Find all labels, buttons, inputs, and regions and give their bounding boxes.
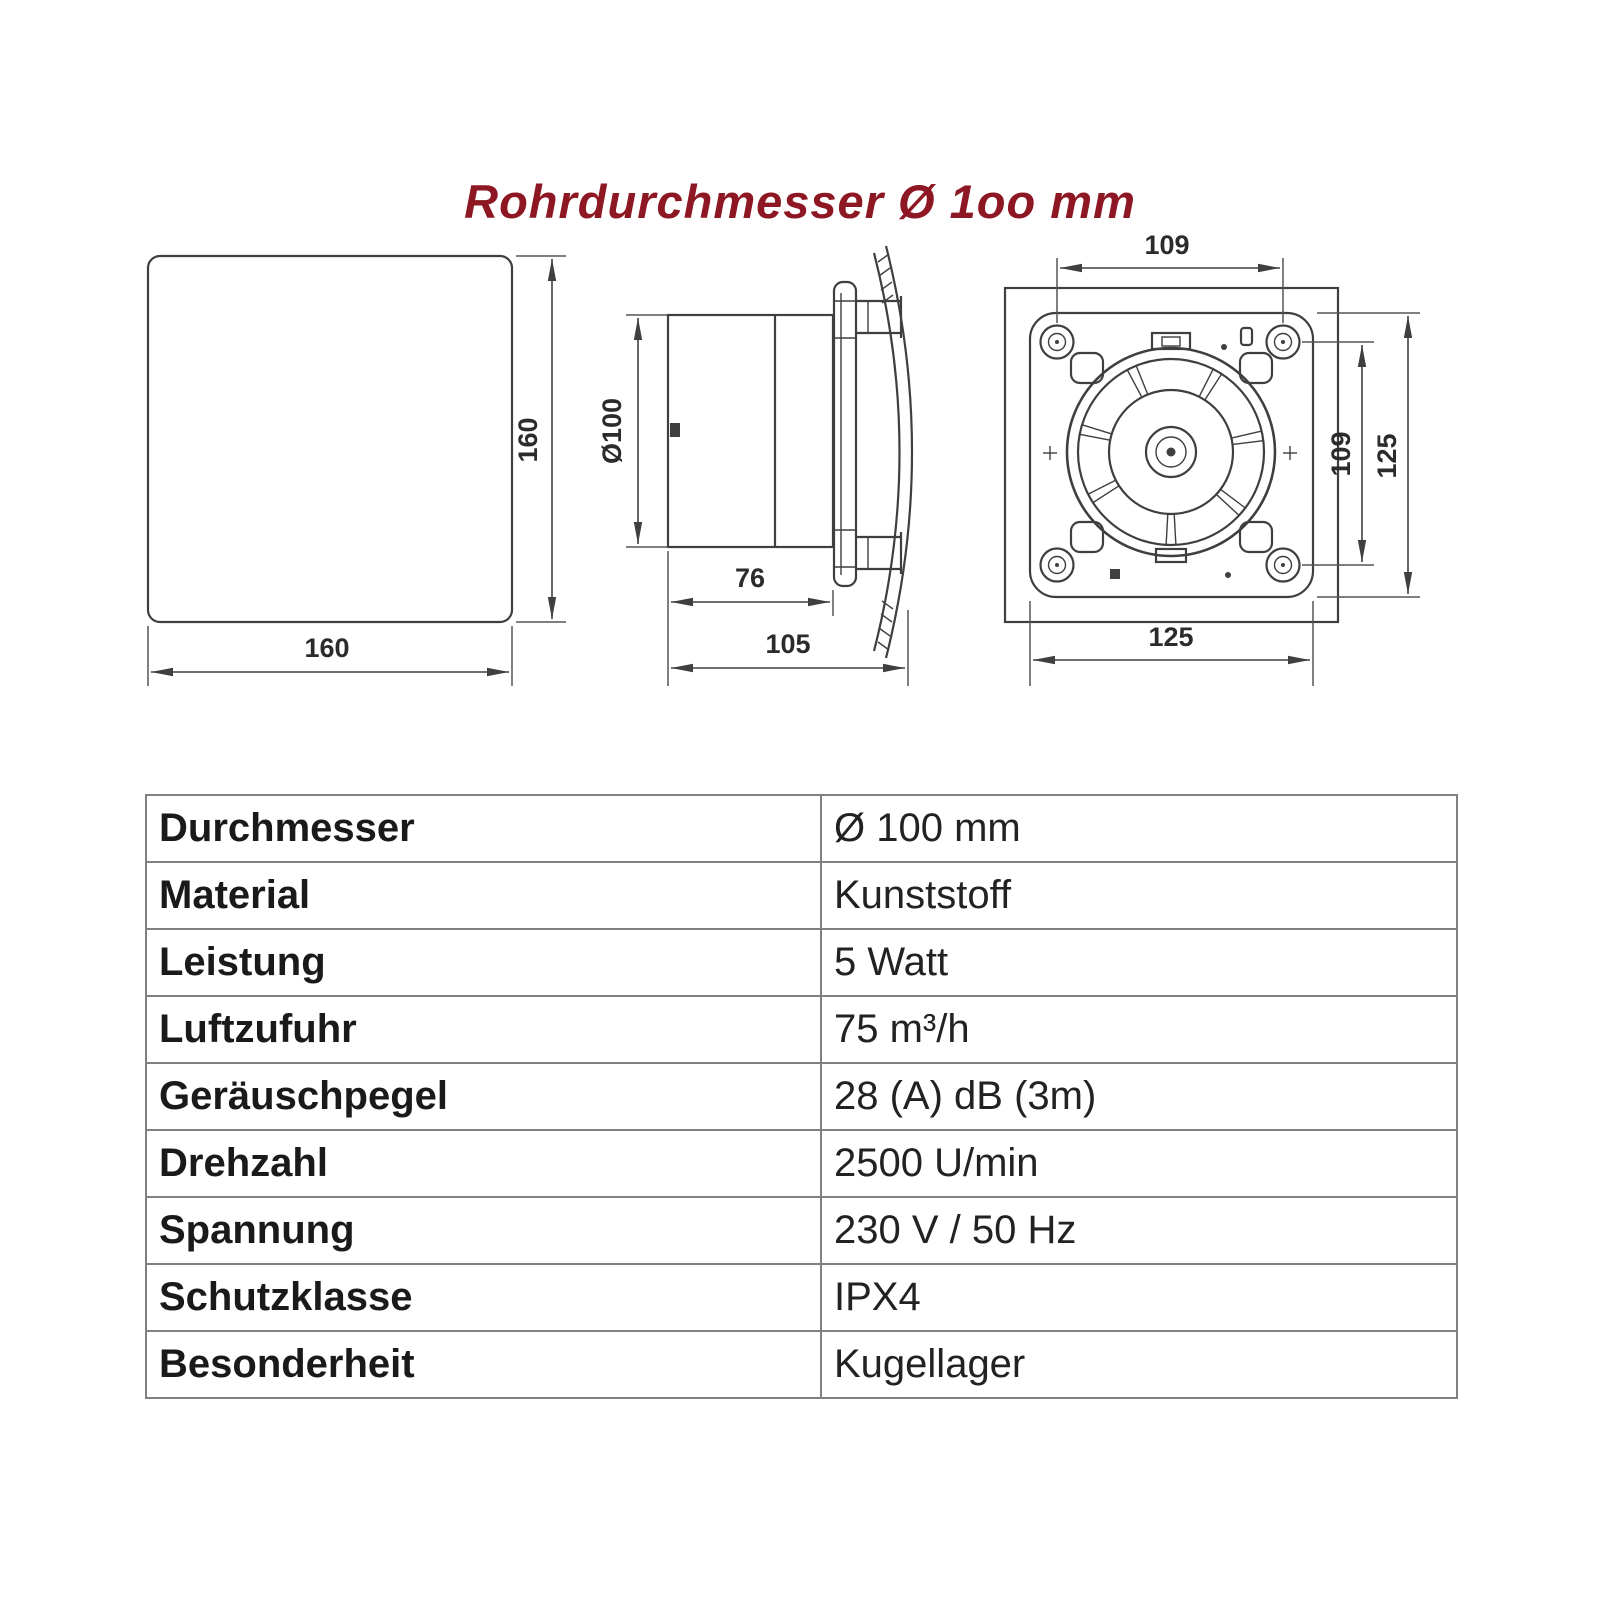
spec-value: Ø 100 mm — [821, 795, 1457, 862]
dim-plate-width — [1030, 601, 1313, 686]
curved-front-cover — [874, 246, 912, 658]
impeller — [1067, 333, 1275, 562]
spec-value: Kunststoff — [821, 862, 1457, 929]
front-height-label: 160 — [513, 417, 543, 463]
plate-width-label: 125 — [1148, 622, 1194, 652]
spec-value: 5 Watt — [821, 929, 1457, 996]
dim-body-depth — [668, 551, 833, 686]
dim-total-depth — [671, 610, 908, 686]
spec-row-besonderheit — [146, 1331, 1457, 1398]
spec-row-durchmesser — [146, 795, 1457, 862]
spec-row-drehzahl — [146, 1130, 1457, 1197]
spec-label: Durchmesser — [146, 795, 821, 862]
page-title: Rohrdurchmesser Ø 1oo mm — [464, 175, 1136, 228]
front-cover-plate — [148, 256, 512, 622]
spec-row-material — [146, 862, 1457, 929]
dim-hole-spacing-horizontal — [1057, 230, 1283, 323]
duct-detail — [670, 423, 680, 437]
technical-drawing — [0, 0, 1600, 760]
hole-spacing-vertical-label: 109 — [1326, 431, 1356, 477]
spec-row-luftzufuhr — [146, 996, 1457, 1063]
spec-label: Besonderheit — [146, 1331, 821, 1398]
side-view — [597, 246, 912, 686]
spec-label: Luftzufuhr — [146, 996, 821, 1063]
rear-view — [1005, 230, 1420, 686]
spec-value: 28 (A) dB (3m) — [821, 1063, 1457, 1130]
spec-row-geraeuschpegel — [146, 1063, 1457, 1130]
body-depth-label: 76 — [734, 563, 766, 593]
dim-front-width — [148, 626, 512, 686]
spec-value: 230 V / 50 Hz — [821, 1197, 1457, 1264]
dim-duct-diameter — [597, 315, 668, 547]
front-view — [148, 256, 566, 686]
mounting-flange — [834, 282, 901, 586]
spec-table — [145, 794, 1458, 1399]
spec-row-spannung — [146, 1197, 1457, 1264]
total-depth-label: 105 — [765, 629, 811, 659]
spec-value: 75 m³/h — [821, 996, 1457, 1063]
spec-label: Schutzklasse — [146, 1264, 821, 1331]
spec-label: Drehzahl — [146, 1130, 821, 1197]
spec-row-leistung — [146, 929, 1457, 996]
hole-spacing-horizontal-label: 109 — [1144, 230, 1190, 260]
spec-label: Geräuschpegel — [146, 1063, 821, 1130]
spec-value: IPX4 — [821, 1264, 1457, 1331]
spec-label: Spannung — [146, 1197, 821, 1264]
spec-label: Leistung — [146, 929, 821, 996]
spec-value: Kugellager — [821, 1331, 1457, 1398]
dim-front-height — [513, 256, 566, 622]
spec-value: 2500 U/min — [821, 1130, 1457, 1197]
duct-diameter-label: Ø100 — [597, 397, 627, 465]
spec-row-schutzklasse — [146, 1264, 1457, 1331]
duct-body — [668, 315, 833, 547]
spec-label: Material — [146, 862, 821, 929]
front-width-label: 160 — [304, 633, 350, 663]
plate-height-label: 125 — [1372, 433, 1402, 479]
